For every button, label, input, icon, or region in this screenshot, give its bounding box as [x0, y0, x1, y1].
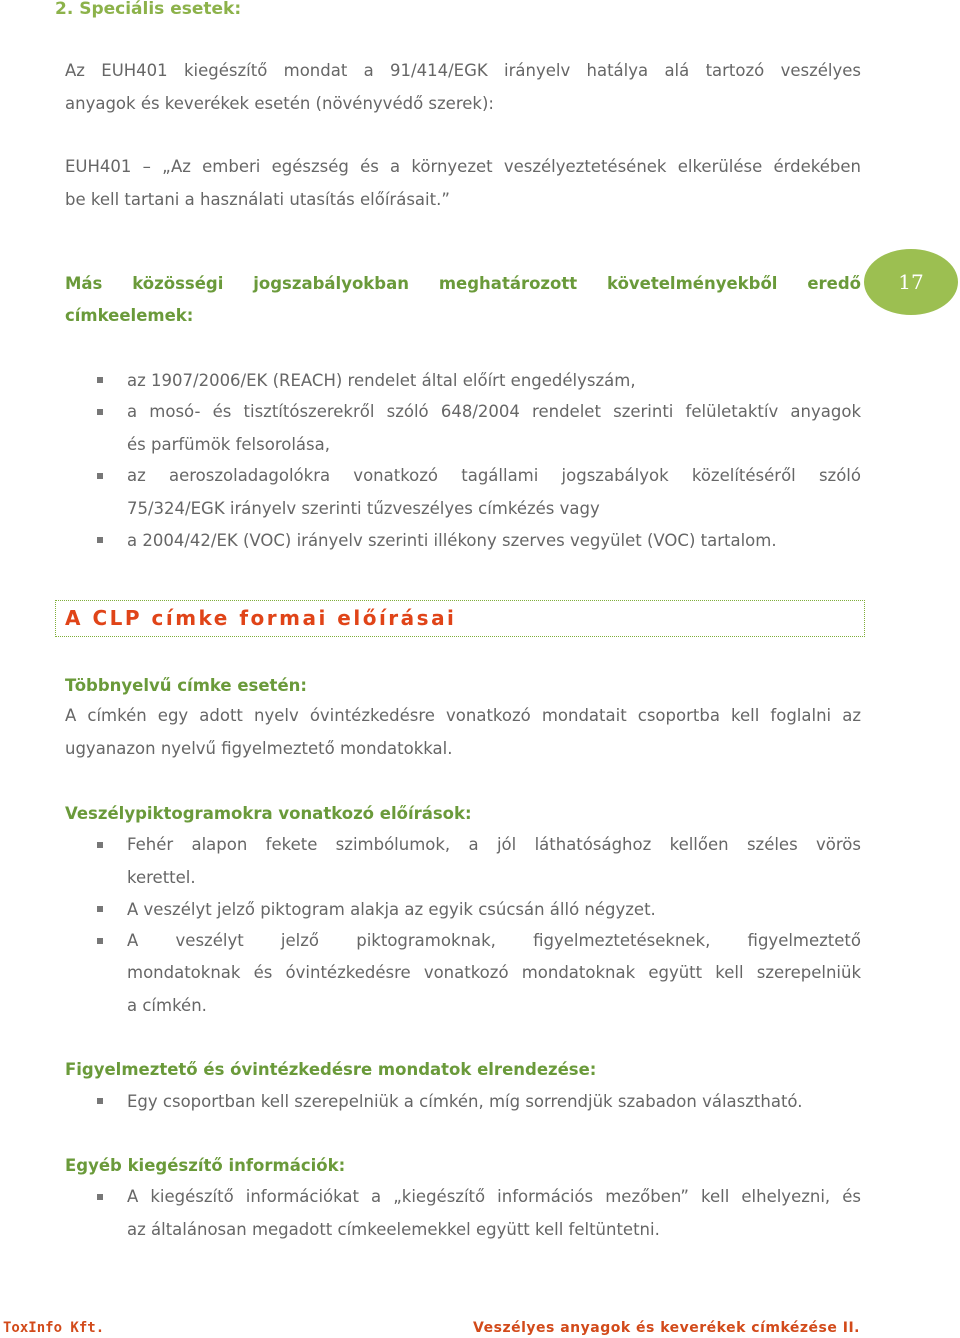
list-item-continuation: kerettel. — [127, 868, 196, 887]
list-item: A veszélyt jelző piktogramoknak, figyelmeztetéseknek, figyelmeztető — [127, 931, 861, 950]
euh401-intro-line-2: anyagok és keverékek esetén (növényvédő szerek): — [65, 94, 494, 113]
multilang-heading: Többnyelvű címke esetén: — [65, 676, 307, 695]
other-info-heading: Egyéb kiegészítő információk: — [65, 1156, 346, 1175]
bullet-icon — [97, 409, 103, 415]
euh401-text-line-1: EUH401 – „Az emberi egészség és a környezet veszélyeztetésének elkerülése érdekében — [65, 157, 861, 176]
list-item: a mosó- és tisztítószerekről szóló 648/2004 rendelet szerinti felületaktív anyagok — [127, 402, 861, 421]
footer-document-title: Veszélyes anyagok és keverékek címkézése II. — [473, 1320, 860, 1336]
list-item: A veszélyt jelző piktogram alakja az egyik csúcsán álló négyzet. — [127, 900, 656, 919]
list-item-continuation: 75/324/EGK irányelv szerinti tűzveszélyes címkézés vagy — [127, 499, 600, 518]
bullet-icon — [97, 1194, 103, 1200]
bullet-icon — [97, 842, 103, 848]
clp-title: A CLP címke formai előírásai — [65, 606, 457, 630]
bullet-icon — [97, 537, 103, 543]
footer-company: ToxInfo Kft. — [3, 1320, 105, 1336]
multilang-text-line-1: A címkén egy adott nyelv óvintézkedésre vonatkozó mondatait csoportba kell foglalni az — [65, 706, 861, 725]
list-item-continuation: a címkén. — [127, 996, 207, 1015]
page-number: 17 — [898, 270, 924, 294]
bullet-icon — [97, 473, 103, 479]
other-rules-heading-line-1: Más közösségi jogszabályokban meghatározott követelményekből eredő — [65, 274, 861, 293]
list-item-continuation: az általánosan megadott címkeelemekkel együtt kell feltüntetni. — [127, 1220, 660, 1239]
page-number-badge — [864, 249, 958, 315]
list-item: az 1907/2006/EK (REACH) rendelet által előírt engedélyszám, — [127, 371, 636, 390]
bullet-icon — [97, 906, 103, 912]
list-item: a 2004/42/EK (VOC) irányelv szerinti illékony szerves vegyület (VOC) tartalom. — [127, 531, 777, 550]
section-heading: 2. Speciális esetek: — [55, 0, 242, 19]
bullet-icon — [97, 938, 103, 944]
list-item: Fehér alapon fekete szimbólumok, a jól láthatósághoz kellően széles vörös — [127, 835, 861, 854]
other-rules-heading-line-2: címkeelemek: — [65, 306, 194, 325]
list-item: Egy csoportban kell szerepelniük a címkén, míg sorrendjük szabadon választható. — [127, 1092, 803, 1111]
list-item: az aeroszoladagolókra vonatkozó tagállami jogszabályok közelítéséről szóló — [127, 466, 861, 485]
multilang-text-line-2: ugyanazon nyelvű figyelmeztető mondatokkal. — [65, 739, 453, 758]
list-item-continuation: és parfümök felsorolása, — [127, 435, 330, 454]
pictogram-heading: Veszélypiktogramokra vonatkozó előírások: — [65, 804, 472, 823]
euh401-text-line-2: be kell tartani a használati utasítás előírásait.” — [65, 190, 450, 209]
arrangement-heading: Figyelmeztető és óvintézkedésre mondatok elrendezése: — [65, 1060, 597, 1079]
bullet-icon — [97, 377, 103, 383]
list-item: A kiegészítő információkat a „kiegészítő információs mezőben” kell elhelyezni, és — [127, 1187, 861, 1206]
euh401-intro-line-1: Az EUH401 kiegészítő mondat a 91/414/EGK irányelv hatálya alá tartozó veszélyes — [65, 61, 861, 80]
bullet-icon — [97, 1098, 103, 1104]
list-item-continuation: mondatoknak és óvintézkedésre vonatkozó mondatoknak együtt kell szerepelniük — [127, 963, 861, 982]
